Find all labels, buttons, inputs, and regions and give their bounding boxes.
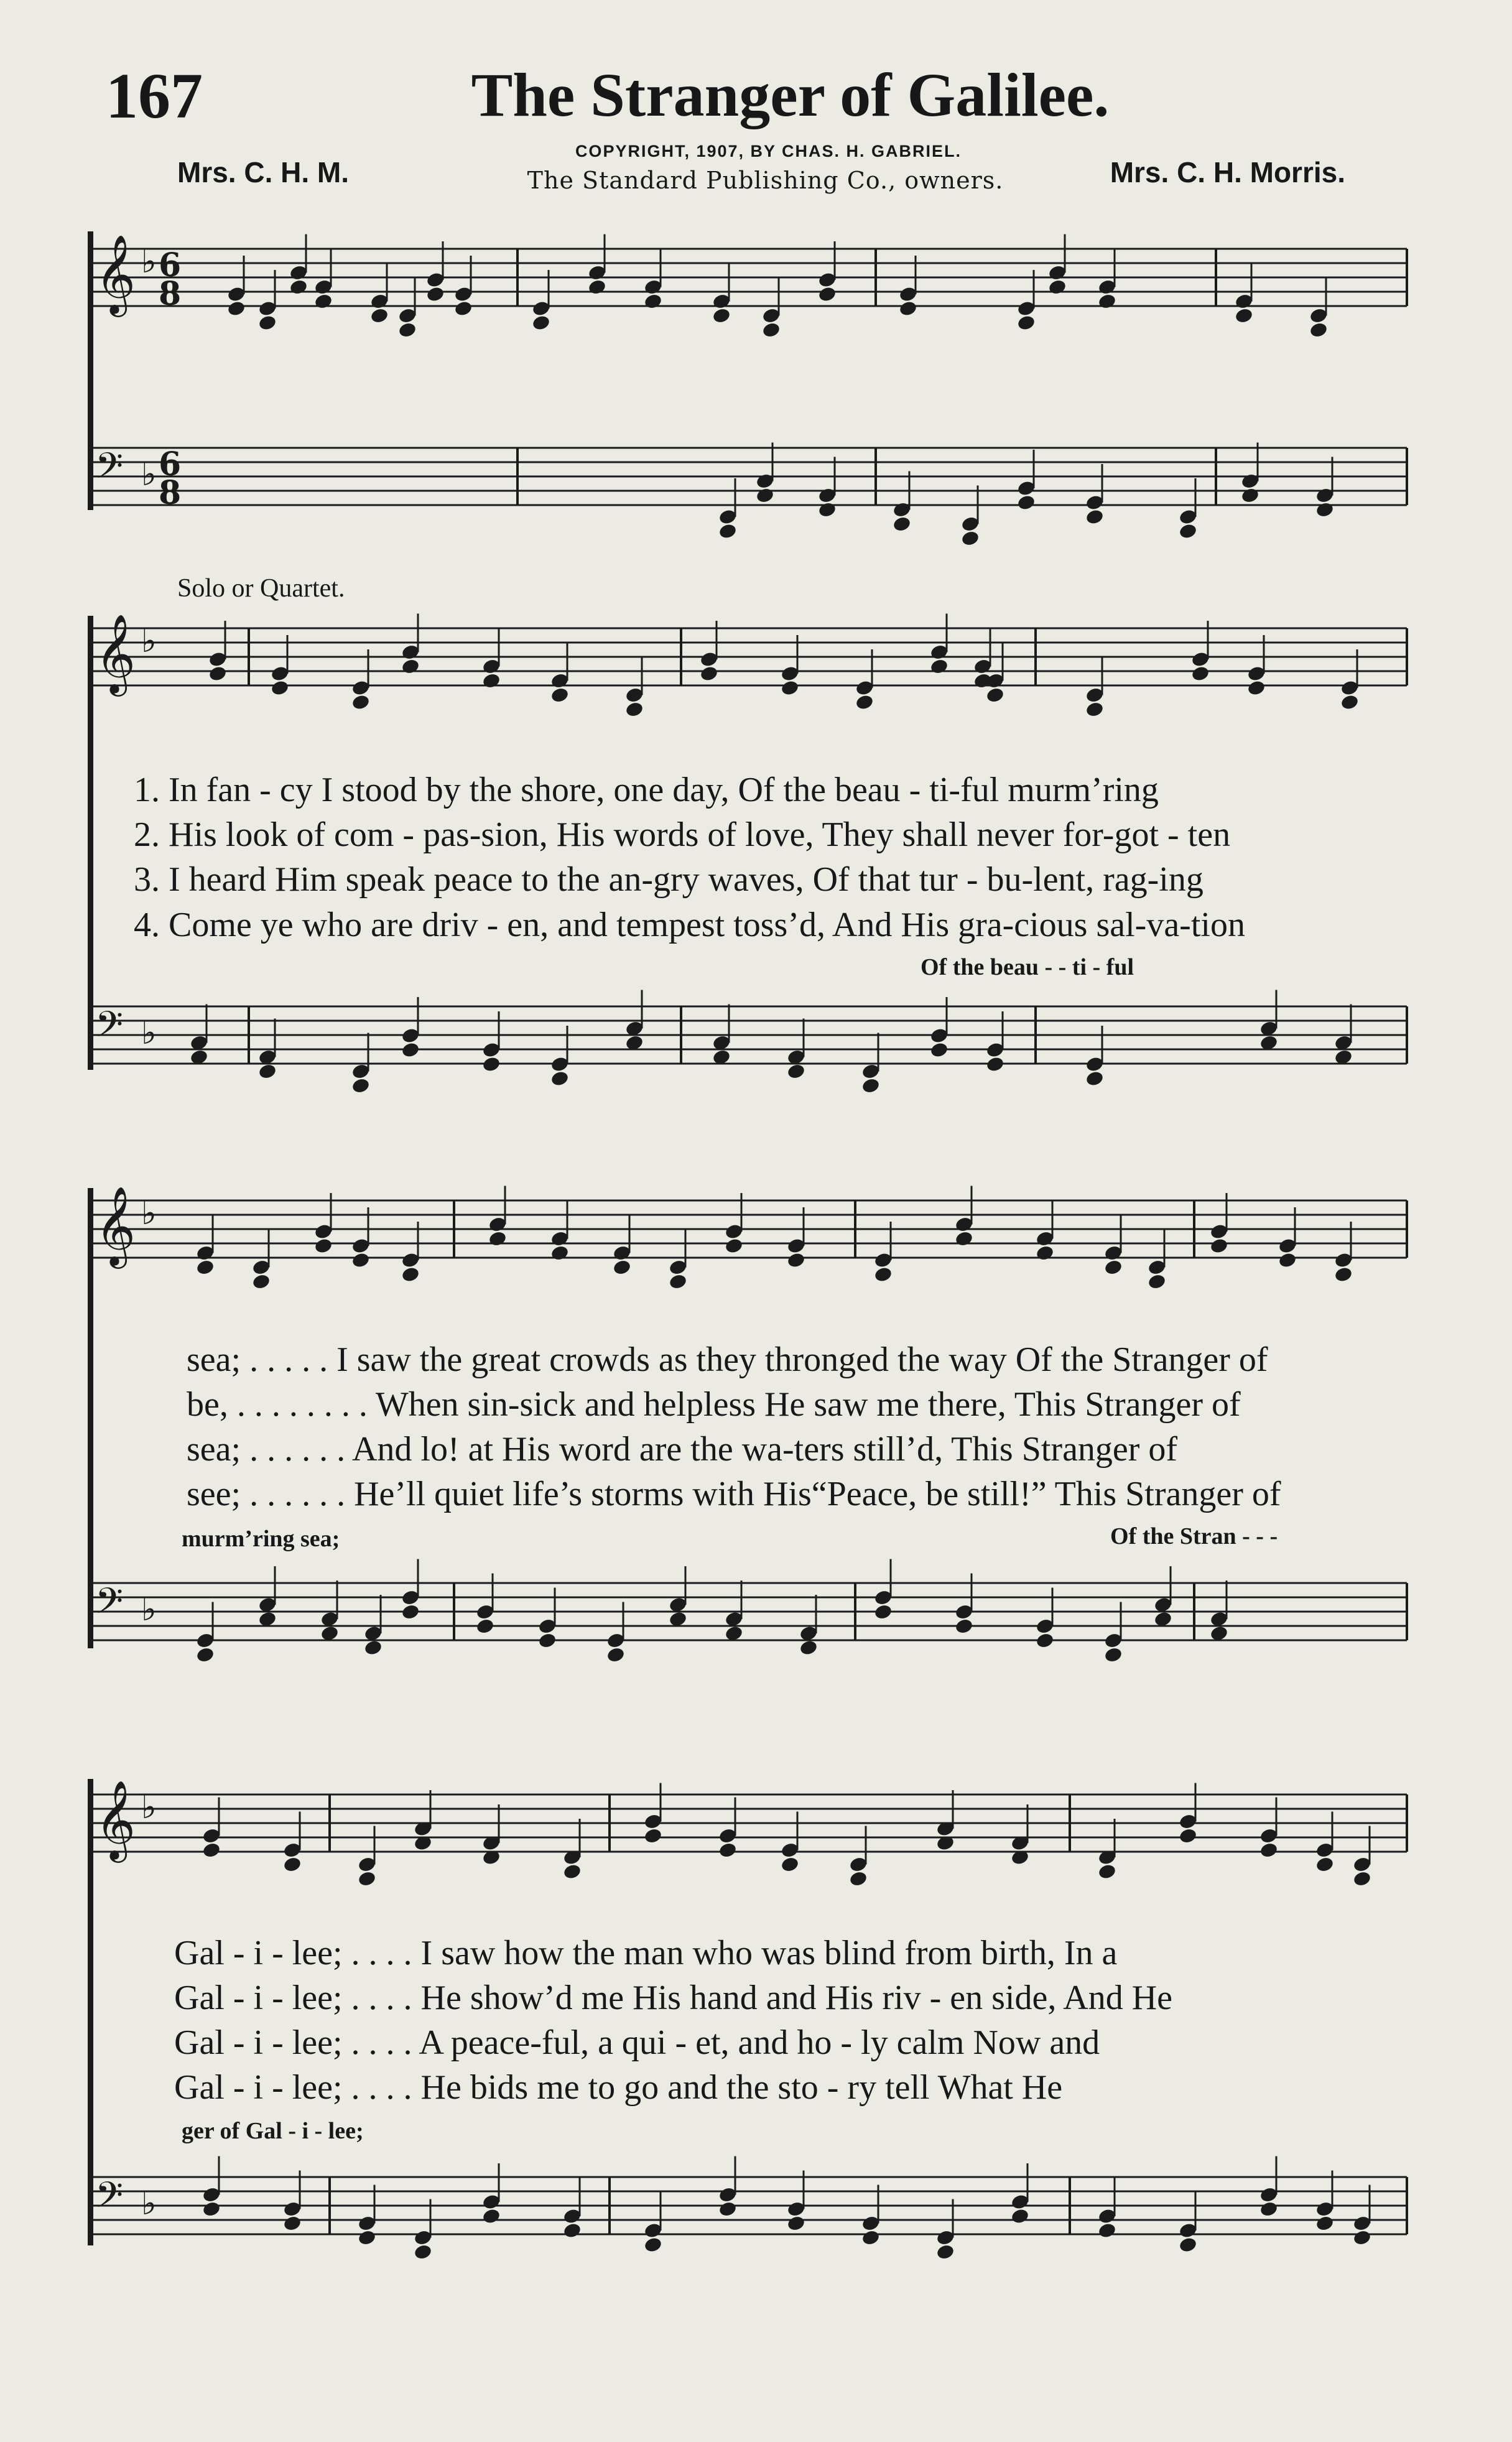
system3-treble-notehead xyxy=(195,1259,215,1276)
system2-treble-notehead xyxy=(270,679,289,697)
system3-bass-clef-flat: ♭ xyxy=(141,1591,157,1628)
system4-treble-notehead xyxy=(848,1870,868,1888)
system1-treble-notehead xyxy=(712,307,731,325)
system2-treble-notehead xyxy=(481,672,501,690)
system1-treble-notehead xyxy=(1047,279,1067,296)
bass-words-b-left: murm’ring sea; xyxy=(182,1526,340,1552)
copyright-line: COPYRIGHT, 1907, BY CHAS. H. GABRIEL. xyxy=(575,142,962,160)
system1-bass-notehead xyxy=(1315,501,1334,519)
hymn-title: The Stranger of Galilee. xyxy=(471,60,1110,129)
system1-treble-notehead xyxy=(289,279,308,296)
system4-brace xyxy=(88,1779,93,2245)
system4-bass-notehead xyxy=(1178,2236,1197,2254)
system2-bass-notehead xyxy=(481,1056,501,1073)
system1-treble-notehead xyxy=(643,293,662,310)
system2-bass-notehead xyxy=(351,1077,370,1095)
system1-bass-notehead xyxy=(817,501,837,519)
system1-treble-clef: 𝄞 xyxy=(95,234,136,313)
system2-treble-notehead xyxy=(855,694,874,711)
system1-treble-notehead xyxy=(226,300,246,317)
system4-treble-notehead xyxy=(718,1842,737,1859)
system1-bass-notehead xyxy=(1240,487,1259,504)
system4-treble-notehead xyxy=(1352,1870,1371,1888)
system3-bass-notehead xyxy=(1035,1632,1054,1650)
system3-treble-notehead xyxy=(251,1273,271,1291)
system1-treble-notehead xyxy=(313,293,333,310)
lyricist: Mrs. C. H. M. xyxy=(177,156,350,188)
system3-bass-notehead xyxy=(475,1618,494,1635)
system4-bass-notehead xyxy=(718,2201,737,2218)
system4-treble-notehead xyxy=(1178,1827,1197,1845)
system3-treble-notehead xyxy=(550,1245,569,1262)
bass-words-b-right: Of the Stran - - - xyxy=(1110,1523,1278,1549)
system4-treble-notehead xyxy=(643,1827,662,1845)
system2-treble-notehead xyxy=(985,687,1004,704)
system1-treble-notehead xyxy=(898,300,917,317)
composer: Mrs. C. H. Morris. xyxy=(1110,156,1345,188)
system1-treble-notehead xyxy=(397,322,417,339)
system4-bass-notehead xyxy=(202,2201,221,2218)
system1-treble-notehead xyxy=(1016,314,1036,332)
bass-words-a: Of the beau - - ti - ful xyxy=(921,954,1134,980)
system3-treble-notehead xyxy=(1278,1251,1297,1269)
system4-bass-notehead xyxy=(935,2244,955,2261)
hymn-number: 167 xyxy=(106,60,203,132)
performance-note: Solo or Quartet. xyxy=(177,574,345,603)
system4-bass-notehead xyxy=(1259,2201,1278,2218)
verse-3-line-c: Gal - i - lee; . . . . A peace-ful, a qui - et, and ho - ly calm Now and xyxy=(174,2023,1100,2062)
system1-treble-notehead xyxy=(257,314,277,332)
system3-treble-notehead xyxy=(724,1237,743,1255)
verse-2-line-b: be, . . . . . . . . When sin-sick and helpless He saw me there, This Stranger of xyxy=(187,1385,1241,1424)
system4-bass-notehead xyxy=(1097,2222,1116,2239)
system3-treble-notehead xyxy=(351,1251,370,1269)
system4-bass-notehead xyxy=(413,2244,432,2261)
system3-bass-notehead xyxy=(401,1604,420,1621)
owner-line: The Standard Publishing Co., owners. xyxy=(527,167,1004,194)
system4-treble-notehead xyxy=(282,1856,302,1873)
system1-treble-notehead xyxy=(425,286,445,303)
system4-treble-notehead xyxy=(1097,1863,1116,1880)
verse-1-line-b: sea; . . . . . I saw the great crowds as they thronged the way Of the Stranger of xyxy=(187,1340,1268,1379)
system1-treble-notehead xyxy=(453,300,473,317)
system4-bass-notehead xyxy=(861,2229,880,2247)
system3-treble-notehead xyxy=(488,1230,507,1248)
system1-bass-clef-flat: ♭ xyxy=(141,456,157,493)
verse-4-line-b: see; . . . . . . He’ll quiet life’s storms with His“Peace, be still!” This Stranger of xyxy=(187,1475,1281,1513)
system2-treble-notehead xyxy=(351,694,370,711)
system1-bass-notehead xyxy=(1016,494,1036,511)
system2-bass-notehead xyxy=(786,1063,805,1080)
system2-bass-clef: 𝄢 xyxy=(95,1003,124,1054)
system2-treble-notehead xyxy=(208,665,227,682)
system2-treble-clef: 𝄞 xyxy=(95,613,136,693)
system4-bass-notehead xyxy=(481,2208,501,2225)
system3-treble-notehead xyxy=(668,1273,687,1291)
system1-treble-notehead xyxy=(531,314,550,332)
system4-bass-notehead xyxy=(643,2236,662,2254)
system1-bass-clef: 𝄢 xyxy=(95,445,124,496)
system1-treble-time: 8 xyxy=(159,275,182,313)
verse-1-line-a: 1. In fan - cy I stood by the shore, one day, Of the beau - ti-ful murm’ring xyxy=(134,771,1159,809)
system4-bass-notehead xyxy=(1010,2208,1029,2225)
system2-bass-notehead xyxy=(401,1041,420,1059)
system3-treble-notehead xyxy=(1333,1266,1353,1283)
verse-2-line-c: Gal - i - lee; . . . . He show’d me His hand and His riv - en side, And He xyxy=(174,1979,1172,2017)
system2-bass-clef-flat: ♭ xyxy=(141,1014,157,1052)
system4-bass-clef: 𝄢 xyxy=(95,2174,124,2225)
system1-bass-time: 6 xyxy=(159,445,182,483)
system3-treble-notehead xyxy=(873,1266,893,1283)
system4-treble-notehead xyxy=(202,1842,221,1859)
system3-treble-notehead xyxy=(313,1237,333,1255)
system3-treble-notehead xyxy=(1147,1273,1166,1291)
system4-treble-notehead xyxy=(562,1863,582,1880)
system2-treble-notehead xyxy=(550,687,569,704)
system4-treble-clef-flat: ♭ xyxy=(141,1789,157,1826)
system1-treble-notehead xyxy=(1309,322,1328,339)
system2-treble-notehead xyxy=(929,658,948,675)
system2-bass-notehead xyxy=(257,1063,277,1080)
system2-bass-notehead xyxy=(985,1056,1004,1073)
system2-bass-notehead xyxy=(929,1041,948,1059)
system1-treble-notehead xyxy=(587,279,606,296)
system3-bass-notehead xyxy=(799,1639,818,1656)
verse-4-line-c: Gal - i - lee; . . . . He bids me to go and the sto - ry tell What He xyxy=(174,2068,1063,2107)
system3-treble-notehead xyxy=(1035,1245,1054,1262)
system3-treble-notehead xyxy=(612,1259,631,1276)
system1-treble-notehead xyxy=(369,307,389,325)
system1-bass-notehead xyxy=(960,530,980,547)
system1-bass-notehead xyxy=(755,487,774,504)
bass-words-c: ger of Gal - i - lee; xyxy=(182,2118,364,2144)
system4-bass-notehead xyxy=(1315,2215,1334,2232)
verse-4-line-a: 4. Come ye who are driv - en, and tempest toss’d, And His gra-cious sal-va-tion xyxy=(134,906,1245,944)
verse-3-line-b: sea; . . . . . . And lo! at His word are the wa-ters still’d, This Stranger of xyxy=(187,1430,1178,1469)
verse-1-line-c: Gal - i - lee; . . . . I saw how the man who was blind from birth, In a xyxy=(174,1934,1118,1972)
system4-bass-notehead xyxy=(786,2215,805,2232)
system4-bass-notehead xyxy=(282,2215,302,2232)
system1-treble-notehead xyxy=(1097,293,1116,310)
system2-treble-notehead xyxy=(780,679,799,697)
system3-bass-notehead xyxy=(363,1639,383,1656)
system3-bass-clef: 𝄢 xyxy=(95,1580,124,1631)
system2-treble-notehead xyxy=(1190,665,1210,682)
system3-bass-notehead xyxy=(537,1632,557,1650)
system4-treble-notehead xyxy=(1315,1856,1334,1873)
system1-bass-time: 8 xyxy=(159,474,182,512)
system2-treble-clef-flat: ♭ xyxy=(141,623,157,660)
system4-treble-clef: 𝄞 xyxy=(95,1780,136,1859)
verse-3-line-a: 3. I heard Him speak peace to the an-gry waves, Of that tur - bu-lent, rag-ing xyxy=(134,860,1204,899)
system3-bass-notehead xyxy=(954,1618,973,1635)
system2-treble-notehead xyxy=(401,658,420,675)
system1-bass-notehead xyxy=(1085,508,1104,526)
system2-treble-notehead xyxy=(1085,701,1104,718)
system3-treble-clef: 𝄞 xyxy=(95,1186,136,1265)
system1-treble-notehead xyxy=(761,322,781,339)
system1-treble-clef-flat: ♭ xyxy=(141,243,157,281)
system2-brace xyxy=(88,616,93,1070)
system4-bass-notehead xyxy=(357,2229,376,2247)
system3-bass-notehead xyxy=(1103,1646,1123,1664)
system1-bass-notehead xyxy=(1178,522,1197,540)
system4-bass-notehead xyxy=(562,2222,582,2239)
system4-bass-notehead xyxy=(1352,2229,1371,2247)
system1-brace xyxy=(88,231,93,510)
system1-bass-notehead xyxy=(718,522,737,540)
system3-bass-notehead xyxy=(873,1604,893,1621)
system3-bass-notehead xyxy=(195,1646,215,1664)
system3-treble-clef-flat: ♭ xyxy=(141,1195,157,1232)
verse-2-line-a: 2. His look of com - pas-sion, His words of love, They shall never for-got - ten xyxy=(134,815,1231,854)
system2-treble-notehead xyxy=(1246,679,1266,697)
system2-treble-notehead xyxy=(624,701,644,718)
system2-treble-notehead xyxy=(699,665,718,682)
system1-treble-notehead xyxy=(1234,307,1253,325)
system4-treble-notehead xyxy=(1259,1842,1278,1859)
system3-treble-notehead xyxy=(1103,1259,1123,1276)
system3-treble-notehead xyxy=(786,1251,805,1269)
system1-treble-notehead xyxy=(817,286,837,303)
system2-bass-notehead xyxy=(550,1070,569,1087)
system3-treble-notehead xyxy=(1209,1237,1228,1255)
system4-bass-clef-flat: ♭ xyxy=(141,2185,157,2222)
system2-bass-notehead xyxy=(861,1077,880,1095)
system2-bass-notehead xyxy=(1085,1070,1104,1087)
system4-treble-notehead xyxy=(780,1856,799,1873)
system3-treble-notehead xyxy=(954,1230,973,1248)
system3-brace xyxy=(88,1188,93,1648)
system2-treble-notehead xyxy=(1340,694,1359,711)
system4-treble-notehead xyxy=(357,1870,376,1888)
system3-bass-notehead xyxy=(606,1646,625,1664)
system1-bass-notehead xyxy=(892,516,911,533)
system1-treble-time: 6 xyxy=(159,246,182,284)
system3-treble-notehead xyxy=(401,1266,420,1283)
